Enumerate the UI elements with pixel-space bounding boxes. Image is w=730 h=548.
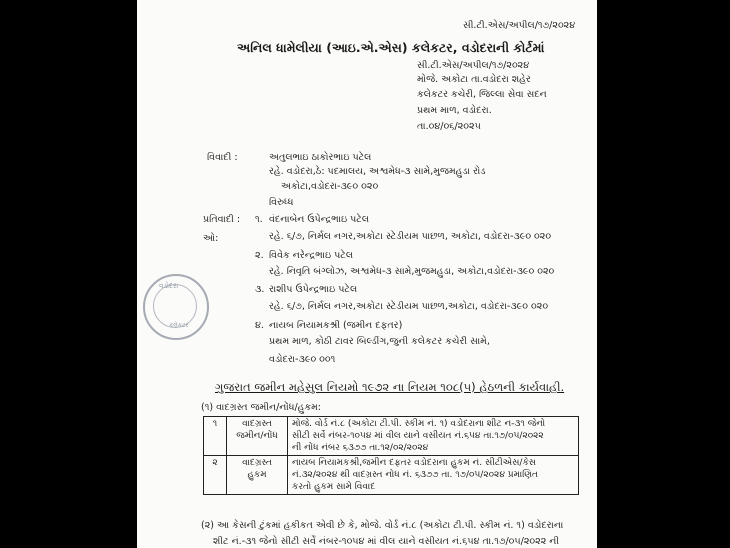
respondent-name: વંદનાબેન ઉપેન્દ્રભાઇ પટેલ [269, 214, 370, 225]
court-title: અનિલ ધામેલીયા (આઇ.એ.એસ) કલેકટર, વડોદરાની કોર્ટમાં [237, 40, 545, 55]
applicant-address: રહે. વડોદરા,ઠે: પદમાલય, અશ્વમેધ-૩ સામે,મુજમહુડા રોડ [269, 166, 486, 177]
table-cell-details: મોજે. વોર્ડ નં.૮ (અકોટા ટી.પી. સ્કીમ નં. ૧) વડોદરાના શીટ ન-૩૧ જેનો સીટી સર્વે નંબર-૧૦૫૪ માં વીલ યાને વસીયત નં.૬૫૪ તા.૧૭/૦૫/૨૦૨૨ ની નોંધ નંબર ૬૩૭૭ તા.૧૨/૦૨/૨૦૨૪ [288, 417, 579, 456]
table-row [204, 456, 579, 495]
paragraph-line: (૨) આ કેસની ટુંકમાં હકીકત એવી છે કે, મોજે. વોર્ડ નં.૮ (અકોટા ટી.પી. સ્કીમ નં. ૧) વડોદરાના [201, 520, 564, 531]
document-date: તા.૦૪/૦૬/૨૦૨૫ [417, 121, 481, 132]
reference-number-top: સી.ટી.એસ/અપીલ/૧૭/૨૦૨૪ [463, 20, 576, 31]
address-line: કલેકટર કચેરી, જિલ્લા સેવા સદન [417, 89, 547, 100]
respondent-address: રહે. ૬/૭, નિર્મલ નગર,અકોટા સ્ટેડીયમ પાછળ, અકોટા, વડોદરા-૩૯૦ ૦૨૦ [269, 231, 552, 242]
respondent-address: રહે. ૬/૭, નિર્મલ નગર,અકોટા સ્ટેડીયમ પાછળ,અકોટા, વડોદરા-૩૯૦ ૦૨૦ [269, 301, 549, 312]
respondent-name: નાયબ નિયામકશ્રી (જમીન દફતર) [269, 320, 403, 331]
office-seal-stamp: વડોદરા કલેકટર [143, 274, 209, 340]
respondent-name: રાશીપ ઉપેન્દ્રભાઇ પટેલ [269, 284, 358, 295]
paragraph-line: શીટ નં.-૩૧ જેનો સીટી સર્વે નંબર-૧૦૫૪ માં વીલ યાને વસીયત નં.૬૫૪ તા.૧૭/૦૫/૨૦૨૨ ની [213, 536, 560, 547]
table-cell-details: નાયબ નિયામકશ્રી,જમીન દફતર વડોદરાના હુકમ નં. સીટીએસ/કેસ નં.૩૨/૨૦૨૪ થી વાદગ્રસ્ત નોધ નં. ૬૩૭૭ તા. ૧૭/૦૫/૨૦૨૪ પ્રમાણિત કરતો હુકમ સામે વિવાદ [288, 456, 579, 495]
respondents-label-cont: ઓ: [203, 233, 219, 244]
table-cell-label: વાદગ્રસ્ત હુકમ [227, 456, 288, 495]
respondent-number: ૪. [255, 320, 264, 331]
proceeding-heading: ગુજરાત જમીન મહેસુલ નિયમો ૧૯૭૨ ના નિયમ ૧૦૮(૫) હેઠળની કાર્યવાહી. [215, 380, 565, 394]
disputed-land-table [203, 416, 579, 495]
versus-label: વિરુધ્ધ [269, 197, 294, 208]
respondent-number: ૨. [255, 250, 264, 261]
respondent-number: ૧. [255, 214, 263, 225]
address-line: પ્રથમ માળ, વડોદરા. [417, 105, 492, 116]
respondent-address: વડોદરા-૩૯૦ ૦૦૧ [269, 354, 336, 365]
address-line: મોજે. અકોટા તા.વડોદરા શહેર [417, 74, 531, 85]
applicant-label: વિવાદી : [207, 152, 238, 163]
respondents-label: પ્રતિવાદી : [203, 214, 241, 225]
table-cell-number: ૨ [204, 456, 227, 495]
table-cell-label: વાદગ્રસ્ત જમીન/નોંધ [227, 417, 288, 456]
applicant-name: અતુલભાઇ ઠાકોરભાઇ પટેલ [269, 152, 372, 163]
respondent-address: રહે. નિવૃતિ બંગ્લોઝ, અશ્વમેધ-૩ સામે,મુજમહુડા, અકોટા,વડોદરા-૩૯૦ ૦૨૦ [269, 266, 555, 277]
respondent-address: પ્રથમ માળ, કોઠી ટાવર બિલ્ડીંગ,જુની કલેકટર કચેરી સામે, [269, 336, 490, 347]
table-cell-number: ૧ [204, 417, 227, 456]
document-page [137, 0, 597, 548]
respondent-number: ૩. [255, 284, 265, 295]
section-heading: (૧) વાદગ્રસ્ત જમીન/નોંધ/હુકમ: [201, 402, 322, 413]
address-line: સી.ટી.એસ/અપીલ/૧૭/૨૦૨૪ [417, 60, 530, 71]
table-row [204, 417, 579, 456]
respondent-name: વિવેક નરેન્દ્રભાઇ પટેલ [269, 250, 354, 261]
applicant-address: અકોટા,વડોદરા-૩૯૦ ૦૨૦ [281, 181, 379, 192]
